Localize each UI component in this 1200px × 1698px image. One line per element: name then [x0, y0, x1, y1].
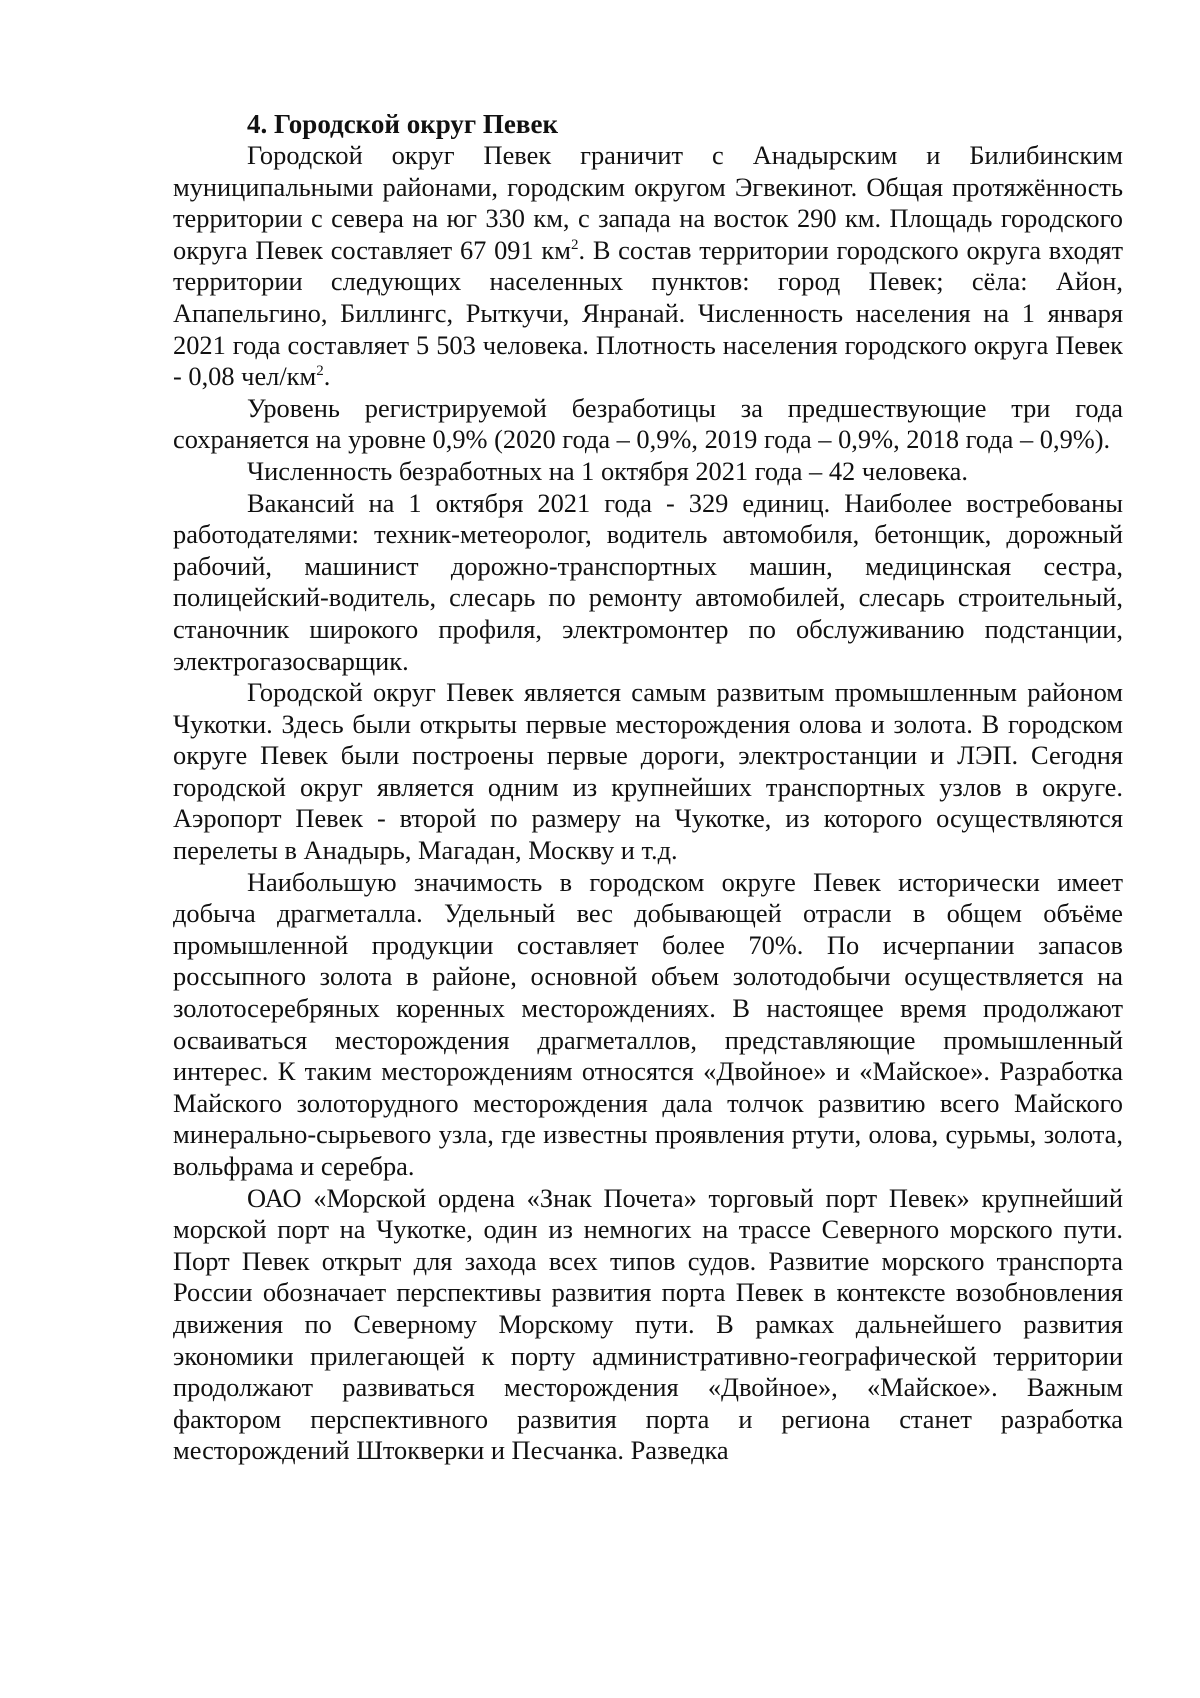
paragraph-mining: Наибольшую значимость в городском округе Певек исторически имеет добыча драгметалла. Удельный вес добывающей отрасли в общем объёме промышленной продукции составляет более 70%. По исчерпании запасов россыпного золота в районе, основной объем золотодобычи осуществляется на золотосеребряных коренных месторождениях. В настоящее время продолжают осваиваться месторождения драгметаллов, представляющие промышленный интерес. К таким месторождениям относятся «Двойное» и «Майское». Разработка Майского золоторудного месторождения дала толчок развитию всего Майского минерально-сырьевого узла, где известны проявления ртути, олова, сурьмы, золота, вольфрама и серебра.	[173, 866, 1123, 1181]
paragraph-vacancies: Вакансий на 1 октября 2021 года - 329 единиц. Наиболее востребованы работодателями: техник-метеоролог, водитель автомобиля, бетонщик, дорожный рабочий, машинист дорожно-транспортных машин, медицинская сестра, полицейский-водитель, слесарь по ремонту автомобилей, слесарь строительный, станочник широкого профиля, электромонтер по обслуживанию подстанции, электрогазосварщик.	[173, 487, 1123, 676]
paragraph-overview	[173, 140, 1123, 393]
document-page	[173, 108, 1123, 1467]
paragraph-unemployed-count: Численность безработных на 1 октября 2021 года – 42 человека.	[247, 455, 968, 486]
section-heading: 4. Городской округ Певек	[247, 109, 559, 139]
superscript-2: 2	[316, 363, 324, 380]
paragraph-seaport: ОАО «Морской ордена «Знак Почета» торговый порт Певек» крупнейший морской порт на Чукотке, один из немногих на трассе Северного морского пути. Порт Певек открыт для захода всех типов судов. Развитие морского транспорта России обозначает перспективы развития порта Певек в контексте возобновления движения по Северному Морскому пути. В рамках дальнейшего развития экономики прилегающей к порту административно-географической территории продолжают развиваться месторождения «Двойное», «Майское». Важным фактором перспективного развития порта и региона станет разработка месторождений Штокверки и Песчанка. Разведка	[173, 1182, 1123, 1466]
overview-text-3: .	[323, 361, 331, 392]
paragraph-industry: Городской округ Певек является самым развитым промышленным районом Чукотки. Здесь были открыты первые месторождения олова и золота. В городском округе Певек были построены первые дороги, электростанции и ЛЭП. Сегодня городской округ является одним из крупнейших транспортных узлов в округе. Аэропорт Певек - второй по размеру на Чукотке, из которого осуществляются перелеты в Анадырь, Магадан, Москву и т.д.	[173, 677, 1123, 866]
overview-text-2: . В состав территории городского округа входят территории следующих населенных пунктов: город Певек; сёла: Айон, Апапельгино, Биллингс, Рыткучи, Янранай. Численность населения на 1 января 2021 года составляет 5 503 человека. Плотность населения городского округа Певек - 0,08 чел/км	[173, 234, 1123, 392]
superscript-2: 2	[570, 236, 579, 253]
paragraph-unemployment-level: Уровень регистрируемой безработицы за предшествующие три года сохраняется на уровне 0,9% (2020 года – 0,9%, 2019 года – 0,9%, 2018 года – 0,9%).	[173, 392, 1123, 455]
overview-text-1: Городской округ Певек граничит с Анадырским и Билибинским муниципальными районами, городским округом Эгвекинот. Общая протяжённость территории с севера на юг 330 км, с запада на восток 290 км. Площадь городского округа Певек составляет 67 091 км	[173, 140, 1123, 265]
